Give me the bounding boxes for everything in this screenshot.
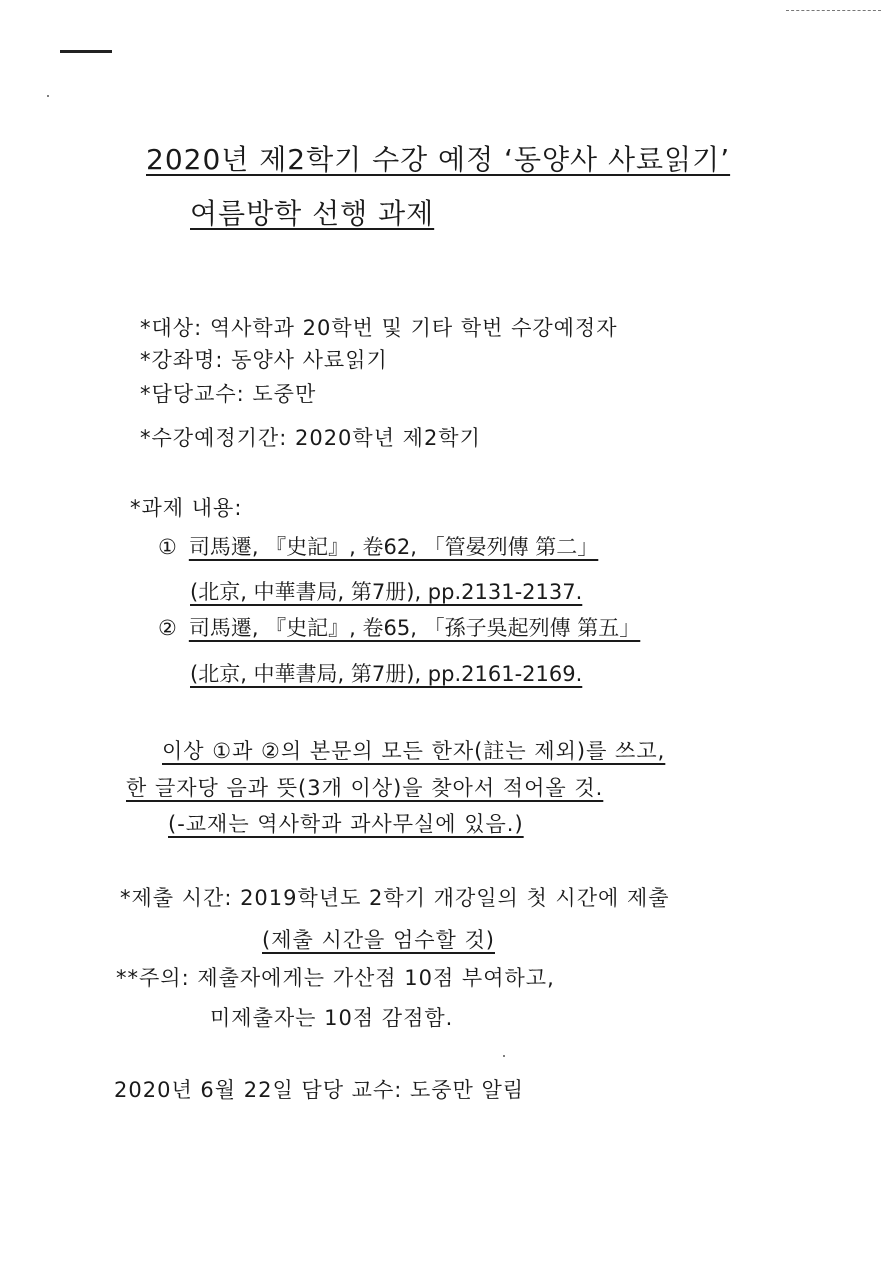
submission-time-note: (제출 시간을 엄수할 것) — [262, 928, 495, 952]
page-title — [146, 138, 730, 178]
circled-number-2: ② — [158, 616, 177, 640]
scan-artifact-dashes — [786, 10, 881, 11]
info-period: *수강예정기간: 2020학년 제2학기 — [140, 426, 481, 450]
title-line-2: 여름방학 선행 과제 — [190, 197, 435, 230]
caution-line-1: **주의: 제출자에게는 가산점 10점 부여하고, — [116, 966, 555, 990]
assignment-item-1-line-2: (北京, 中華書局, 第7册), pp.2131-2137. — [190, 580, 583, 604]
assignment-item-1-line-1: 司馬遷, 『史記』, 卷62, 「管晏列傳 第二」 — [188, 535, 599, 559]
signature: 2020년 6월 22일 담당 교수: 도중만 알림 — [114, 1078, 525, 1102]
instruction-line-1: 이상 ①과 ②의 본문의 모든 한자(註는 제외)를 쓰고, — [162, 739, 666, 763]
assignment-header: *과제 내용: — [130, 496, 243, 520]
caution-line-2: 미제출자는 10점 감점함. — [210, 1006, 454, 1030]
scan-artifact-dot — [503, 1055, 505, 1057]
assignment-item-2 — [158, 612, 640, 642]
assignment-item-1 — [158, 531, 598, 561]
title-line-1: 2020년 제2학기 수강 예정 ‘동양사 사료읽기’ — [146, 143, 731, 176]
scan-artifact-mark — [60, 50, 112, 53]
assignment-item-2-ref — [190, 658, 582, 688]
assignment-item-2-line-1: 司馬遷, 『史記』, 卷65, 「孫子吳起列傳 第五」 — [188, 616, 641, 640]
info-professor: *담당교수: 도중만 — [140, 382, 317, 406]
submission-time: *제출 시간: 2019학년도 2학기 개강일의 첫 시간에 제출 — [120, 886, 670, 910]
assignment-item-1-ref — [190, 576, 582, 606]
circled-number-1: ① — [158, 535, 177, 559]
scan-artifact-dot — [47, 95, 49, 97]
instruction-line-2: 한 글자당 음과 뜻(3개 이상)을 찾아서 적어올 것. — [126, 776, 604, 800]
info-target: *대상: 역사학과 20학번 및 기타 학번 수강예정자 — [140, 316, 618, 340]
info-course: *강좌명: 동양사 사료읽기 — [140, 348, 388, 372]
instruction-line-3: (-교재는 역사학과 과사무실에 있음.) — [168, 812, 524, 836]
page-subtitle — [190, 192, 434, 232]
assignment-item-2-line-2: (北京, 中華書局, 第7册), pp.2161-2169. — [190, 662, 583, 686]
